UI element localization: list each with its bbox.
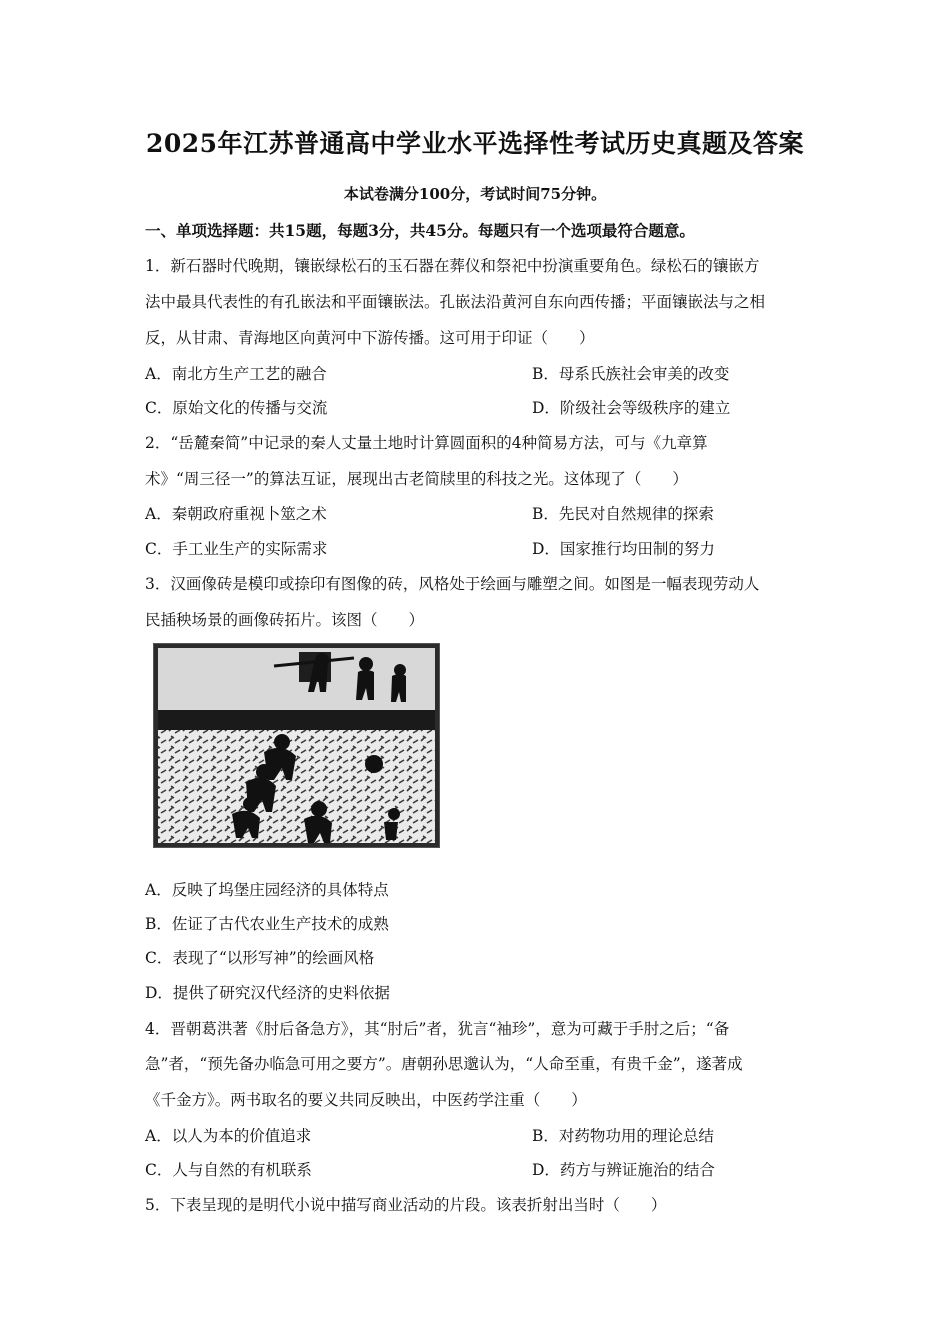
question-1-line-2: 法中最具代表性的有孔嵌法和平面镶嵌法。孔嵌法沿黄河自东向西传播；平面镶嵌法与之相 xyxy=(145,293,766,311)
han-brick-rubbing-image xyxy=(153,643,440,848)
question-5-line-1: 5．下表呈现的是明代小说中描写商业活动的片段。该表折射出当时（ ） xyxy=(145,1196,667,1214)
question-1-option-c: C．原始文化的传播与交流 xyxy=(145,399,328,417)
question-2-line-1: 2．“岳麓秦简”中记录的秦人丈量土地时计算圆面积的4种简易方法，可与《九章算 xyxy=(145,434,708,452)
question-4-option-a: A．以人为本的价值追求 xyxy=(145,1127,312,1145)
question-3-line-1: 3．汉画像砖是模印或捺印有图像的砖，风格处于绘画与雕塑之间。如图是一幅表现劳动人 xyxy=(145,575,760,593)
question-4-option-b: B．对药物功用的理论总结 xyxy=(532,1127,714,1145)
page-title: 2025年江苏普通高中学业水平选择性考试历史真题及答案 xyxy=(145,129,805,158)
question-1-option-a: A．南北方生产工艺的融合 xyxy=(145,365,327,383)
question-4-option-d: D．药方与辨证施治的结合 xyxy=(532,1161,715,1179)
question-4-option-c: C．人与自然的有机联系 xyxy=(145,1161,312,1179)
question-3-line-2: 民插秧场景的画像砖拓片。该图（ ） xyxy=(145,611,425,629)
question-2-option-d: D．国家推行均田制的努力 xyxy=(532,540,715,558)
question-3-option-c: C．表现了“以形写神”的绘画风格 xyxy=(145,949,375,967)
exam-info: 本试卷满分100分，考试时间75分钟。 xyxy=(343,185,607,203)
question-4-line-2: 急”者，“预先备办临急可用之要方”。唐朝孙思邈认为，“人命至重，有贵千金”，遂著成 xyxy=(145,1055,743,1073)
question-4-line-3: 《千金方》。两书取名的要义共同反映出，中医药学注重（ ） xyxy=(145,1091,587,1109)
question-2-option-a: A．秦朝政府重视卜筮之术 xyxy=(145,505,327,523)
question-3-option-a: A．反映了坞堡庄园经济的具体特点 xyxy=(145,881,389,899)
question-1-line-1: 1．新石器时代晚期，镶嵌绿松石的玉石器在葬仪和祭祀中扮演重要角色。绿松石的镶嵌方 xyxy=(145,257,760,275)
question-3-option-b: B．佐证了古代农业生产技术的成熟 xyxy=(145,915,389,933)
question-2-line-2: 术》“周三径一”的算法互证，展现出古老简牍里的科技之光。这体现了（ ） xyxy=(145,470,688,488)
question-1-option-b: B．母系氏族社会审美的改变 xyxy=(532,365,730,383)
question-1-line-3: 反，从甘肃、青海地区向黄河中下游传播。这可用于印证（ ） xyxy=(145,329,595,347)
question-4-line-1: 4．晋朝葛洪著《肘后备急方》，其“肘后”者，犹言“袖珍”，意为可藏于手肘之后；“备 xyxy=(145,1020,730,1038)
section-heading: 一、单项选择题：共15题，每题3分，共45分。每题只有一个选项最符合题意。 xyxy=(145,221,695,240)
question-1-option-d: D．阶级社会等级秩序的建立 xyxy=(532,399,731,417)
question-3-option-d: D．提供了研究汉代经济的史料依据 xyxy=(145,984,390,1002)
question-2-option-b: B．先民对自然规律的探索 xyxy=(532,505,714,523)
question-2-option-c: C．手工业生产的实际需求 xyxy=(145,540,328,558)
